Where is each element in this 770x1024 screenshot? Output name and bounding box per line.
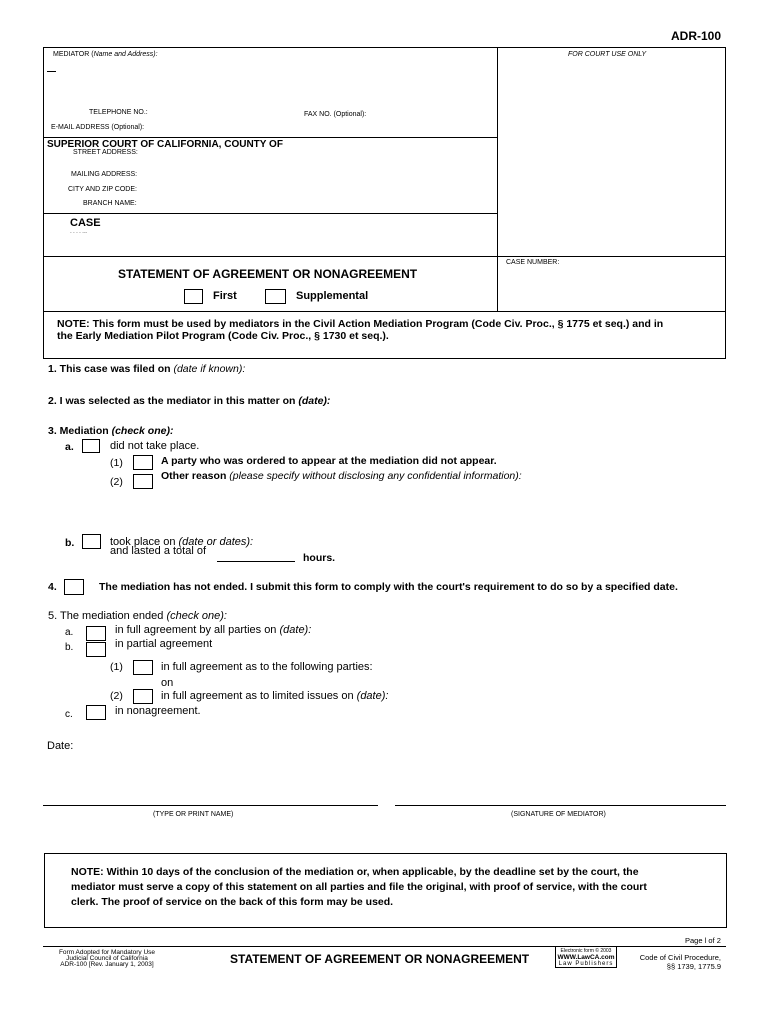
- footer-title: STATEMENT OF AGREEMENT OR NONAGREEMENT: [230, 952, 530, 966]
- mailing-address-label: MAILING ADDRESS:: [71, 171, 138, 178]
- mediator-entry-mark: [47, 71, 56, 72]
- note-bottom-line3: clerk. The proof of service on the back of this form may be used.: [71, 896, 394, 908]
- item5b2-text: in full agreement as to limited issues on (date):: [161, 690, 389, 702]
- branch-name-label: BRANCH NAME:: [83, 200, 137, 207]
- fax-label: FAX NO. (Optional):: [304, 111, 367, 118]
- city-zip-label: CITY AND ZIP CODE:: [68, 186, 137, 193]
- item2-selected-date: 2. I was selected as the mediator in this matter on (date):: [48, 395, 331, 407]
- publisher-stamp-line1: Electronic form © 2003: [560, 948, 612, 954]
- note-bottom-box: [44, 853, 727, 928]
- date-label: Date:: [47, 740, 74, 752]
- item3b-checkbox[interactable]: [82, 534, 101, 549]
- item3a1-text: A party who was ordered to appear at the mediation did not appear.: [161, 455, 497, 467]
- caption-left-border: [43, 47, 44, 359]
- publisher-stamp: [555, 946, 617, 968]
- caption-note-divider: [43, 311, 725, 312]
- telephone-label: TELEPHONE NO.:: [89, 109, 148, 116]
- signature-line[interactable]: [395, 805, 726, 806]
- item3b-hours-label: hours.: [303, 552, 336, 564]
- code-citation-line2: §§ 1739, 1775.9: [666, 962, 721, 971]
- item5b1-checkbox[interactable]: [133, 660, 153, 675]
- item5b-text: in partial agreement: [115, 638, 213, 650]
- publisher-stamp-line2: WWW.LawCA.com: [557, 954, 615, 961]
- form-title: STATEMENT OF AGREEMENT OR NONAGREEMENT: [118, 267, 418, 281]
- item4-text: The mediation has not ended. I submit this form to comply with the court's requirement to do so by a specified date.: [99, 581, 678, 593]
- item5c-text: in nonagreement.: [115, 705, 201, 717]
- item3a-text: did not take place.: [110, 440, 200, 452]
- item3b-hours-line[interactable]: [217, 561, 295, 562]
- item3a1-number: (1): [110, 457, 123, 469]
- item5b1-on: on: [161, 677, 174, 689]
- note-top-line1: NOTE: This form must be used by mediators in the Civil Action Mediation Program (Code Civ. Proc., § 1775 et seq.) and in: [57, 318, 664, 330]
- form-adopted-line3: ADR-100 [Rev. January 1, 2003]: [60, 961, 154, 968]
- item3a-checkbox[interactable]: [82, 439, 100, 453]
- caption-right-border: [725, 47, 726, 359]
- item5b1-number: (1): [110, 661, 123, 673]
- item3a2-checkbox[interactable]: [133, 474, 153, 489]
- email-label: E-MAIL ADDRESS (Optional):: [51, 124, 145, 131]
- form-adopted-line2: Judicial Council of California: [66, 955, 148, 962]
- form-adopted-block: [52, 950, 162, 968]
- note-bottom-line1: NOTE: Within 10 days of the conclusion of the mediation or, when applicable, by the deadline set by the court, the: [71, 866, 639, 878]
- item3b-letter: b.: [65, 537, 75, 549]
- item3b-lasted-text: and lasted a total of: [110, 545, 207, 557]
- item3a-letter: a.: [65, 441, 74, 453]
- print-name-line[interactable]: [43, 805, 378, 806]
- supplemental-checkbox[interactable]: [265, 289, 286, 304]
- item5a-checkbox[interactable]: [86, 626, 106, 641]
- item3a2-text: Other reason (please specify without disclosing any confidential information):: [161, 470, 522, 482]
- item5b-checkbox[interactable]: [86, 642, 106, 657]
- form-adopted-line1: Form Adopted for Mandatory Use: [58, 949, 156, 956]
- footer-rule: [43, 946, 726, 947]
- mediator-label: MEDIATOR (Name and Address):: [53, 51, 158, 58]
- page-number: Page l of 2: [685, 936, 721, 945]
- court-use-label: FOR COURT USE ONLY: [568, 51, 647, 58]
- note-bottom-line2: mediator must serve a copy of this statement on all parties and file the original, with proof of service, with the court: [71, 881, 647, 893]
- item3b-text: took place on (date or dates):: [110, 536, 254, 548]
- caption-title-divider: [43, 256, 725, 257]
- item5a-text: in full agreement by all parties on (date):: [115, 624, 312, 636]
- note-top: [57, 318, 717, 342]
- caption-column-divider: [497, 47, 498, 311]
- item5b2-number: (2): [110, 690, 123, 702]
- item5c-letter: c.: [65, 709, 73, 720]
- first-checkbox[interactable]: [184, 289, 203, 304]
- item5b2-checkbox[interactable]: [133, 689, 153, 704]
- court-name: SUPERIOR COURT OF CALIFORNIA, COUNTY OF: [47, 139, 283, 150]
- code-citation: [640, 953, 721, 971]
- item5a-letter: a.: [65, 627, 74, 638]
- item5b-letter: b.: [65, 642, 74, 653]
- item1-filed-date: 1. This case was filed on (date if known):: [48, 363, 246, 375]
- first-label: First: [213, 290, 237, 302]
- street-address-label: STREET ADDRESS:: [73, 149, 138, 156]
- case-name-sublabel: - - - - ---: [70, 230, 88, 236]
- item3a2-number: (2): [110, 476, 123, 488]
- item4-checkbox[interactable]: [64, 579, 84, 595]
- item5b1-text: in full agreement as to the following parties:: [161, 661, 373, 673]
- item4-number: 4.: [48, 581, 57, 593]
- note-top-line2: the Early Mediation Pilot Program (Code Civ. Proc., § 1730 et seq.).: [57, 330, 389, 342]
- item3a1-checkbox[interactable]: [133, 455, 153, 470]
- case-number-label: CASE NUMBER:: [506, 259, 560, 266]
- signature-label: (SIGNATURE OF MEDIATOR): [511, 811, 606, 818]
- caption-bottom-border: [43, 358, 726, 359]
- publisher-stamp-line3: Law Publishers: [558, 961, 614, 967]
- supplemental-label: Supplemental: [296, 290, 369, 302]
- note-bottom-text: [71, 865, 647, 910]
- case-name-label: CASE: [70, 217, 101, 229]
- print-name-label: (TYPE OR PRINT NAME): [153, 811, 234, 818]
- item5c-checkbox[interactable]: [86, 705, 106, 720]
- caption-case-divider: [43, 213, 497, 214]
- form-number: ADR-100: [670, 29, 721, 43]
- code-citation-line1: Code of Civil Procedure,: [639, 953, 721, 962]
- caption-court-divider: [43, 137, 497, 138]
- item3-mediation-label: 3. Mediation (check one):: [48, 425, 174, 437]
- item5-label: 5. The mediation ended (check one):: [48, 610, 227, 622]
- caption-top-border: [43, 47, 725, 48]
